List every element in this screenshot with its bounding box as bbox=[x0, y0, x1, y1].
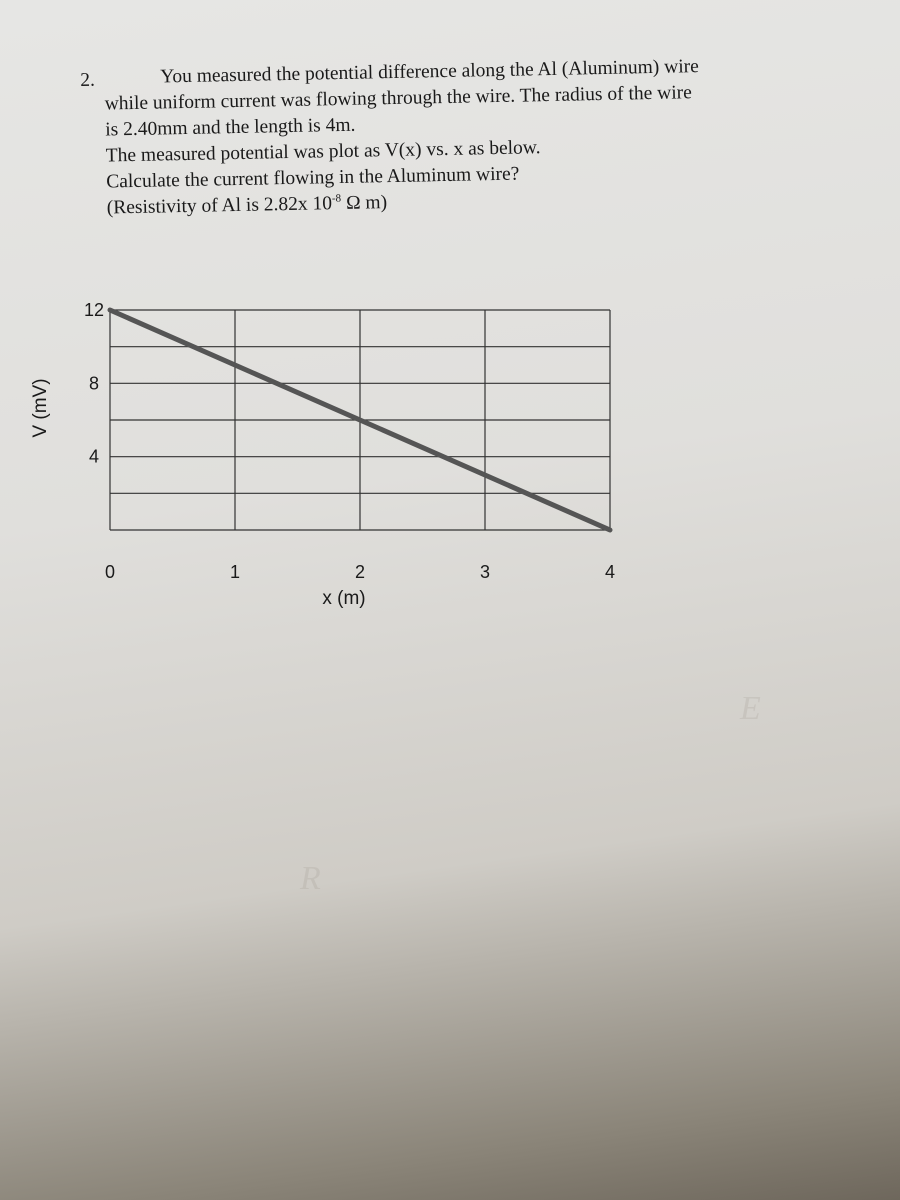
resistivity-prefix: (Resistivity of Al is 2.82x 10 bbox=[106, 193, 333, 219]
y-tick-8: 8 bbox=[88, 373, 100, 394]
y-axis-label: V (mV) bbox=[30, 378, 51, 438]
chart-ticks bbox=[84, 300, 615, 582]
x-tick-3: 3 bbox=[479, 562, 491, 582]
resistivity-suffix: Ω m) bbox=[341, 192, 388, 215]
question-line-4: The measured potential was plot as V(x) vs. x as below. bbox=[105, 137, 541, 167]
y-tick-4: 4 bbox=[88, 446, 100, 467]
question-line-5: Calculate the current flowing in the Aluminum wire? bbox=[106, 163, 520, 193]
question-line-2: while uniform current was flowing through the wire. The radius of the wire bbox=[104, 82, 693, 115]
x-tick-2: 2 bbox=[354, 562, 366, 582]
question-line-1: You measured the potential difference along the Al (Aluminum) wire bbox=[160, 56, 699, 88]
x-tick-0: 0 bbox=[104, 562, 116, 582]
show-through-writing: R bbox=[300, 860, 321, 897]
potential-chart bbox=[0, 280, 900, 620]
question-line-3: is 2.40mm and the length is 4m. bbox=[105, 114, 356, 141]
x-tick-4: 4 bbox=[604, 562, 616, 582]
question-number: 2. bbox=[80, 69, 96, 91]
x-tick-1: 1 bbox=[229, 562, 241, 582]
x-axis-label: x (m) bbox=[322, 588, 366, 609]
show-through-writing-2: E bbox=[740, 690, 761, 727]
question-block bbox=[80, 51, 863, 222]
y-tick-12: 12 bbox=[83, 300, 105, 320]
resistivity-exponent: -8 bbox=[331, 192, 342, 205]
